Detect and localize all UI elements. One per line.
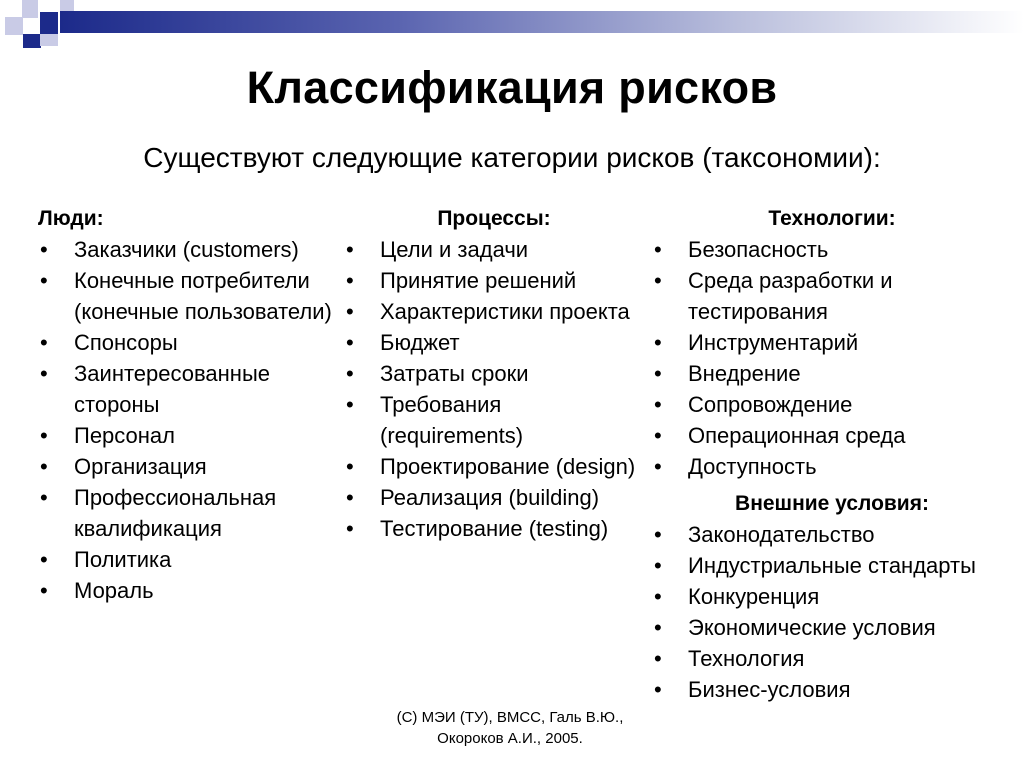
slide-subtitle: Существуют следующие категории рисков (таксономии): bbox=[143, 142, 881, 173]
list-item: • Спонсоры bbox=[38, 327, 358, 358]
list-item: • Внедрение bbox=[652, 358, 1012, 389]
decor-square bbox=[60, 0, 74, 11]
list-item: • Заказчики (customers) bbox=[38, 234, 358, 265]
list-item: • Затраты сроки bbox=[344, 358, 644, 389]
footer-line: (C) МЭИ (ТУ), ВМСС, Галь В.Ю., bbox=[396, 709, 624, 726]
column-processes bbox=[344, 203, 644, 544]
list-item: • Сопровождение bbox=[652, 389, 1012, 420]
list-item: • Организация bbox=[38, 451, 358, 482]
column-heading: Технологии: bbox=[768, 207, 896, 230]
list-item: • Цели и задачи bbox=[344, 234, 644, 265]
list-item: • Бизнес-условия bbox=[652, 674, 1012, 705]
list-item: • Тестирование (testing) bbox=[344, 513, 644, 544]
list-item: • Реализация (building) bbox=[344, 482, 644, 513]
column-heading: Процессы: bbox=[437, 207, 551, 230]
decor-square bbox=[5, 17, 23, 35]
decor-square bbox=[40, 34, 58, 46]
column-heading: Люди: bbox=[38, 207, 104, 230]
slide-title: Классификация рисков bbox=[246, 62, 778, 113]
list-item: • Доступность bbox=[652, 451, 1012, 482]
copyright-footer bbox=[340, 707, 680, 749]
bullet-list bbox=[652, 234, 1012, 482]
column-people bbox=[38, 203, 358, 606]
list-item: • Среда разработки и тестирования bbox=[652, 265, 1012, 327]
list-item: • Профессиональная квалификация bbox=[38, 482, 358, 544]
list-item: • Конкуренция bbox=[652, 581, 1012, 612]
list-item: • Бюджет bbox=[344, 327, 644, 358]
footer-line: Окороков А.И., 2005. bbox=[437, 730, 583, 747]
list-item: • Конечные потребители (конечные пользователи) bbox=[38, 265, 358, 327]
decor-square bbox=[22, 0, 38, 18]
list-item: • Характеристики проекта bbox=[344, 296, 644, 327]
list-item: • Политика bbox=[38, 544, 358, 575]
list-item: • Принятие решений bbox=[344, 265, 644, 296]
list-item: • Проектирование (design) bbox=[344, 451, 644, 482]
list-item: • Мораль bbox=[38, 575, 358, 606]
list-item: • Инструментарий bbox=[652, 327, 1012, 358]
bullet-list bbox=[38, 234, 358, 606]
bullet-list bbox=[344, 234, 644, 544]
list-item: • Технология bbox=[652, 643, 1012, 674]
bullet-list bbox=[652, 519, 1012, 705]
list-item: • Операционная среда bbox=[652, 420, 1012, 451]
column-heading: Внешние условия: bbox=[735, 492, 929, 515]
column-technology bbox=[652, 203, 1012, 705]
list-item: • Заинтересованные стороны bbox=[38, 358, 358, 420]
decor-square bbox=[40, 12, 58, 34]
decor-square bbox=[23, 34, 41, 48]
list-item: • Индустриальные стандарты bbox=[652, 550, 1012, 581]
gradient-bar bbox=[60, 11, 1024, 33]
list-item: • Требования (requirements) bbox=[344, 389, 644, 451]
header-decoration bbox=[0, 0, 1024, 46]
list-item: • Законодательство bbox=[652, 519, 1012, 550]
list-item: • Экономические условия bbox=[652, 612, 1012, 643]
list-item: • Безопасность bbox=[652, 234, 1012, 265]
list-item: • Персонал bbox=[38, 420, 358, 451]
